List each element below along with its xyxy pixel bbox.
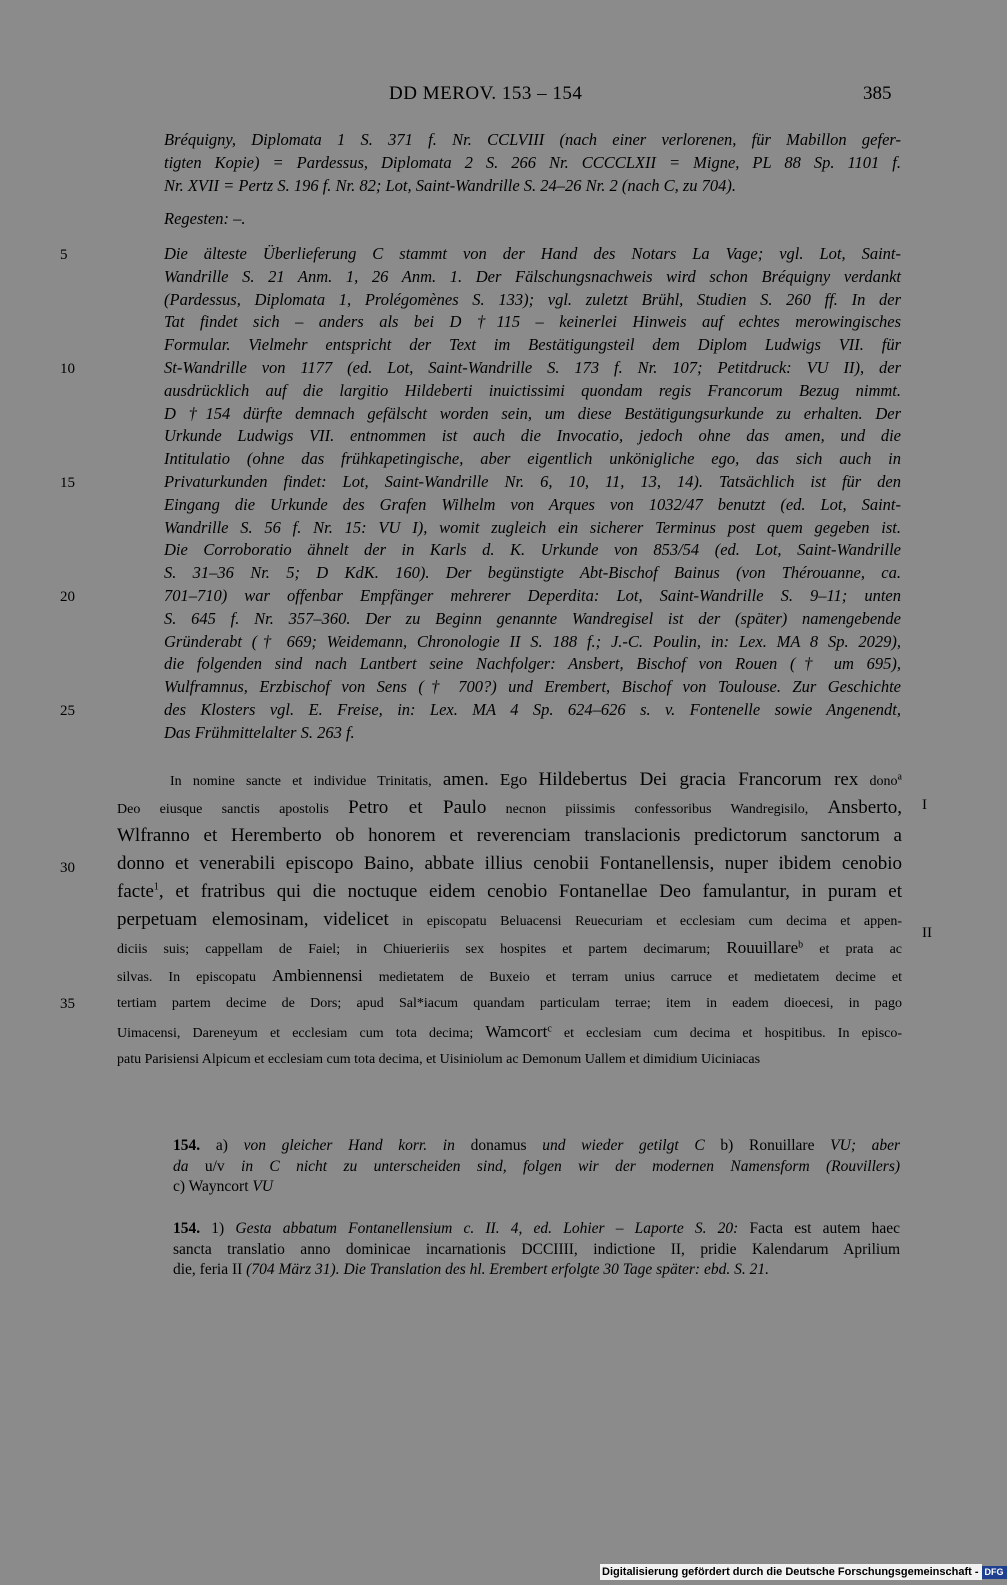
margin-mark-I: I [922,797,927,813]
text-line: St-Wandrille von 1177 (ed. Lot, Saint-Wandrille S. 173 f. Nr. 107; Petitdruck: VU II), der [164,357,901,377]
line-number: 15 [60,475,75,491]
text-line: Privaturkunden findet: Lot, Saint-Wandrille Nr. 6, 10, 11, 13, 14). Tatsächlich ist für den [164,471,901,491]
text-line: ausdrücklich auf die largitio Hildeberti inuictissimi quondam regis Francorum Bezug nimmt. [164,380,901,400]
charter-line: diciis suis; cappellam de Faiel; in Chiuerieriis sex hospites et partem decimarum; Rouuillare$^b$ et prata ac [117,938,903,957]
text-line: Die älteste Überlieferung C stammt von der Hand des Notars La Vage; vgl. Lot, Saint- [164,244,901,263]
text-line: S. 31–36 Nr. 5; D KdK. 160). Der begünstigte Abt-Bischof Bainus (von Thérouanne, ca. [164,563,901,583]
commentary-paragraph [164,243,901,745]
text-line: Wandrille S. 56 f. Nr. 15: VU I), womit zugleich ein sicherer Terminus post quem gegeben ist. [164,517,901,537]
note-line: 154. 1) Gesta abbatum Fontanellensium c. II. 4, ed. Lohier – Laporte S. 20: Facta est autem haec [173,1220,901,1237]
text-line: die folgenden sind nach Lantbert seine Nachfolger: Ansbert, Bischof von Rouen († um 695), [164,654,901,674]
charter-line: Uimacensi, Dareneyum et ecclesiam cum tota decima; Wamcort$^c$ et ecclesiam cum decima et hospitibus. In episco- [117,1022,903,1041]
footer-text: Digitalisierung gefördert durch die Deutsche Forschungsgemeinschaft - [602,1566,979,1578]
charter-line: In nomine sancte et individue Trinitatis, amen. Ego Hildebertus Dei gracia Francorum rex dono$^a$ [170,769,902,790]
text-line: Wandrille S. 21 Anm. 1, 26 Anm. 1. Der Fälschungsnachweis wird schon Bréquigny verdankt [164,266,901,286]
charter-line: Deo eiusque sanctis apostolis Petro et Paulo necnon piissimis confessoribus Wandregisilo, Ansberto, [117,797,902,818]
text-line: Das Frühmittelalter S. 263 f. [164,722,355,742]
tradition-paragraph [164,129,901,197]
charter-line: Wlfranno et Heremberto ob honorem et reverenciam translacionis predictorum sanctorum a [117,825,902,846]
text-line: Die Corroboratio ähnelt der in Karls d. K. Urkunde von 853/54 (ed. Lot, Saint-Wandrille [164,540,901,560]
margin-mark-II: II [922,925,932,941]
source-notes [173,1219,900,1281]
line-number: 10 [60,361,75,377]
text-line: Wulframnus, Erzbischof von Sens († 700?) und Erembert, Bischof von Toulouse. Zur Geschichte [164,677,901,697]
line-number: 30 [60,860,75,876]
charter-line: patu Parisiensi Alpicum et ecclesiam cum tota decima, et Uisiniolum ac Demonum Uallem et dimidium Uiciniacas [117,1052,761,1067]
line-number: 20 [60,589,75,605]
note-line: die, feria II (704 März 31). Die Translation des hl. Erembert erfolgte 30 Tage später: ebd. S. 21. [173,1261,769,1278]
running-title: DD MEROV. 153 – 154 [389,83,583,104]
text-line: Urkunde Ludwigs VII. entnommen ist auch die Invocatio, jedoch ohne das amen, und die [164,426,901,446]
text-line: Gründerabt († 669; Weidemann, Chronologie II S. 188 f.; J.-C. Poulin, in: Lex. MA 8 Sp. 2029), [164,631,901,651]
text-line: Regesten: –. [164,209,246,228]
text-line: Eingang die Urkunde des Grafen Wilhelm von Arques von 1032/47 benutzt (ed. Lot, Saint- [164,494,901,514]
text-line: (Pardessus, Diplomata 1, Prolégomènes S. 133); vgl. zuletzt Brühl, Studien S. 260 ff. In der [164,289,901,309]
running-head [0,83,1000,107]
regesten-line [164,208,901,231]
charter-line: donno et venerabili episcopo Baino, abbate illius cenobii Fontanellensis, nuper ibidem cenobio [117,853,902,874]
charter-line: facte$^1$, et fratribus qui die noctuque eidem cenobio Fontanellae Deo famulantur, in puram et [117,881,902,902]
note-line: 154. a) von gleicher Hand korr. in donamus und wieder getilgt C b) Ronuillare VU; aber [173,1137,901,1154]
text-line: des Klosters vgl. E. Freise, in: Lex. MA 4 Sp. 624–626 s. v. Fontenelle sowie Angenendt, [164,699,901,719]
note-line: da u/v in C nicht zu unterscheiden sind, folgen wir der modernen Namensform (Rouvillers) [173,1157,901,1175]
text-line: Nr. XVII = Pertz S. 196 f. Nr. 82; Lot, Saint-Wandrille S. 24–26 Nr. 2 (nach C, zu 704). [164,175,736,195]
dfg-logo-icon: DFG [982,1566,1007,1579]
line-number: 35 [60,996,75,1012]
text-line: 701–710) war offenbar Empfänger mehrerer Deperdita: Lot, Saint-Wandrille S. 9–11; unten [164,585,901,605]
line-number: 25 [60,703,75,719]
text-line: Bréquigny, Diplomata 1 S. 371 f. Nr. CCLVIII (nach einer verlorenen, für Mabillon gefer- [164,130,901,149]
note-line: sancta translatio anno dominicae incarnationis DCCIIII, indictione II, pridie Kalendarum Aprilium [173,1240,900,1258]
text-line: tigten Kopie) = Pardessus, Diplomata 2 S. 266 Nr. CCCCLXII = Migne, PL 88 Sp. 1101 f. [164,152,901,172]
text-line: Tat findet sich – anders als bei D †115 – keinerlei Hinweis auf echtes merowingisches [164,312,901,332]
text-line: S. 645 f. Nr. 357–360. Der zu Beginn genannte Wandregisel ist der (später) namengebende [164,608,901,628]
critical-apparatus [173,1136,900,1198]
note-line: c) Wayncort VU [173,1178,274,1195]
charter-line: perpetuam elemosinam, videlicet in episcopatu Beluacensi Reuecuriam et ecclesiam cum decima et appen- [117,909,902,930]
page-number: 385 [863,83,892,104]
text-line: D †154 dürfte demnach gefälscht worden sein, um diese Bestätigungsurkunde zu erhalten. Der [164,403,901,423]
funding-footer [600,1564,1004,1580]
text-line: Intitulatio (ohne das frühkapetingische, aber eigentlich unkönigliche ego, das sich auch in [164,449,901,469]
text-line: Formular. Vielmehr entspricht der Text im Bestätigungsteil dem Diplom Ludwigs VII. für [164,335,901,355]
charter-line: tertiam partem decime de Dors; apud Sal*iacum quandam particulam terrae; item in eadem dioecesi, in pago [117,996,902,1011]
charter-line: silvas. In episcopatu Ambiennensi medietatem de Buxeio et terram unius carruce et medietatem decime et [117,966,903,985]
charter-text [117,766,902,1074]
line-number: 5 [60,247,68,263]
